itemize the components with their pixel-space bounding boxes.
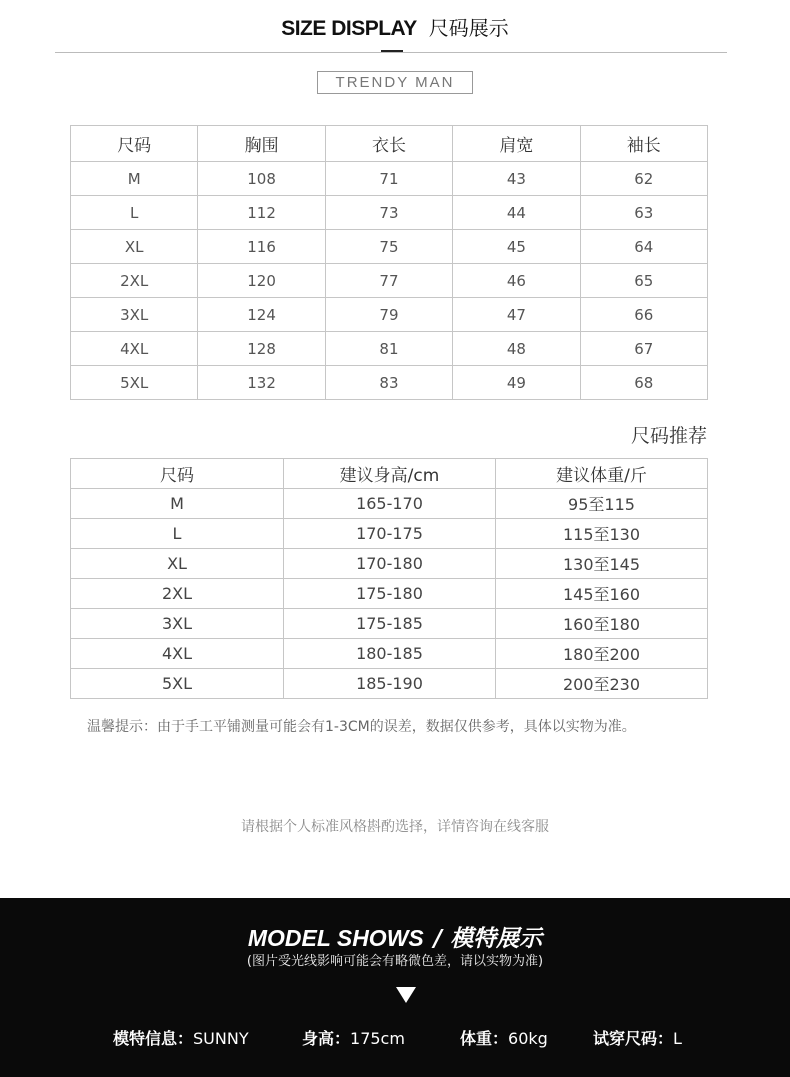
cell: 108 <box>198 162 325 196</box>
size-display-header <box>0 0 790 120</box>
cell: 63 <box>580 196 707 230</box>
cell: 165-170 <box>284 489 496 519</box>
cell: 160至180 <box>496 609 708 639</box>
header-divider-accent <box>381 50 403 52</box>
cell: 66 <box>580 298 707 332</box>
model-name-label: 模特信息： <box>113 1029 194 1048</box>
cell: 5XL <box>71 366 198 400</box>
cell: 68 <box>580 366 707 400</box>
tagline-box: TRENDY MAN <box>317 71 473 94</box>
header-cell: 建议身高/cm <box>284 459 496 489</box>
cell: 185-190 <box>284 669 496 699</box>
cell: 128 <box>198 332 325 366</box>
cell: 79 <box>325 298 452 332</box>
cell: 2XL <box>71 579 284 609</box>
model-subtitle: (图片受光线影响可能会有略微色差，请以实物为准) <box>246 954 544 969</box>
cell: 130至145 <box>496 549 708 579</box>
cell: 73 <box>325 196 452 230</box>
model-title-zh: / 模特展示 <box>433 926 543 952</box>
cell: 2XL <box>71 264 198 298</box>
cell: 4XL <box>71 639 284 669</box>
model-weight-value: 60kg <box>508 1029 548 1048</box>
model-title <box>0 920 790 953</box>
cell: 81 <box>325 332 452 366</box>
size-chart-table <box>70 125 708 400</box>
model-shows-section <box>0 898 790 1077</box>
table-header-row <box>71 126 708 162</box>
table-row <box>71 298 708 332</box>
model-title-en: MODEL SHOWS <box>247 925 424 951</box>
page-title <box>0 12 790 41</box>
cell: 43 <box>453 162 580 196</box>
cell: 95至115 <box>496 489 708 519</box>
cell: 4XL <box>71 332 198 366</box>
measurement-note: 温馨提示：由于手工平铺测量可能会有1-3CM的误差，数据仅供参考，具体以实物为准。 <box>87 719 636 735</box>
table-row <box>71 489 708 519</box>
arrow-down-icon <box>396 987 416 1003</box>
cell: 3XL <box>71 298 198 332</box>
model-weight-label: 体重： <box>460 1029 509 1048</box>
cell: 112 <box>198 196 325 230</box>
size-recommend-table <box>70 458 708 699</box>
header-cell: 肩宽 <box>453 126 580 162</box>
cell: 3XL <box>71 609 284 639</box>
table-row <box>71 332 708 366</box>
table-row <box>71 264 708 298</box>
model-height <box>302 1026 405 1049</box>
cell: 5XL <box>71 669 284 699</box>
table-row <box>71 669 708 699</box>
model-size-value: L <box>673 1029 682 1048</box>
cell: M <box>71 162 198 196</box>
cell: 44 <box>453 196 580 230</box>
cell: L <box>71 519 284 549</box>
cell: 65 <box>580 264 707 298</box>
cell: XL <box>71 549 284 579</box>
recommend-title: 尺码推荐 <box>630 425 707 447</box>
cell: 180至200 <box>496 639 708 669</box>
header-cell: 建议体重/斤 <box>496 459 708 489</box>
cell: 45 <box>453 230 580 264</box>
cell: 62 <box>580 162 707 196</box>
table-row <box>71 639 708 669</box>
header-cell: 袖长 <box>580 126 707 162</box>
advice-text: 请根据个人标准风格斟酌选择，详情咨询在线客服 <box>241 819 549 835</box>
model-name-value: SUNNY <box>193 1029 249 1048</box>
cell: 64 <box>580 230 707 264</box>
table-row <box>71 162 708 196</box>
cell: 132 <box>198 366 325 400</box>
cell: 67 <box>580 332 707 366</box>
cell: L <box>71 196 198 230</box>
table-row <box>71 230 708 264</box>
table-row <box>71 366 708 400</box>
model-height-value: 175cm <box>350 1029 405 1048</box>
cell: 124 <box>198 298 325 332</box>
cell: 145至160 <box>496 579 708 609</box>
cell: 46 <box>453 264 580 298</box>
model-weight <box>460 1026 548 1049</box>
cell: 48 <box>453 332 580 366</box>
cell: M <box>71 489 284 519</box>
cell: 170-175 <box>284 519 496 549</box>
cell: 175-185 <box>284 609 496 639</box>
cell: XL <box>71 230 198 264</box>
cell: 175-180 <box>284 579 496 609</box>
table-row <box>71 519 708 549</box>
cell: 170-180 <box>284 549 496 579</box>
cell: 47 <box>453 298 580 332</box>
title-zh: 尺码展示 <box>428 16 509 40</box>
table-header-row <box>71 459 708 489</box>
cell: 77 <box>325 264 452 298</box>
cell: 116 <box>198 230 325 264</box>
cell: 120 <box>198 264 325 298</box>
cell: 180-185 <box>284 639 496 669</box>
header-cell: 尺码 <box>71 459 284 489</box>
table-row <box>71 549 708 579</box>
cell: 200至230 <box>496 669 708 699</box>
header-divider <box>55 52 727 53</box>
header-cell: 尺码 <box>71 126 198 162</box>
header-cell: 胸围 <box>198 126 325 162</box>
model-name <box>113 1026 249 1049</box>
model-size <box>593 1026 682 1049</box>
table-row <box>71 609 708 639</box>
cell: 71 <box>325 162 452 196</box>
model-size-label: 试穿尺码： <box>593 1029 674 1048</box>
cell: 83 <box>325 366 452 400</box>
model-height-label: 身高： <box>302 1029 351 1048</box>
title-en: SIZE DISPLAY <box>281 17 417 40</box>
cell: 115至130 <box>496 519 708 549</box>
header-cell: 衣长 <box>325 126 452 162</box>
cell: 75 <box>325 230 452 264</box>
cell: 49 <box>453 366 580 400</box>
table-row <box>71 579 708 609</box>
table-row <box>71 196 708 230</box>
